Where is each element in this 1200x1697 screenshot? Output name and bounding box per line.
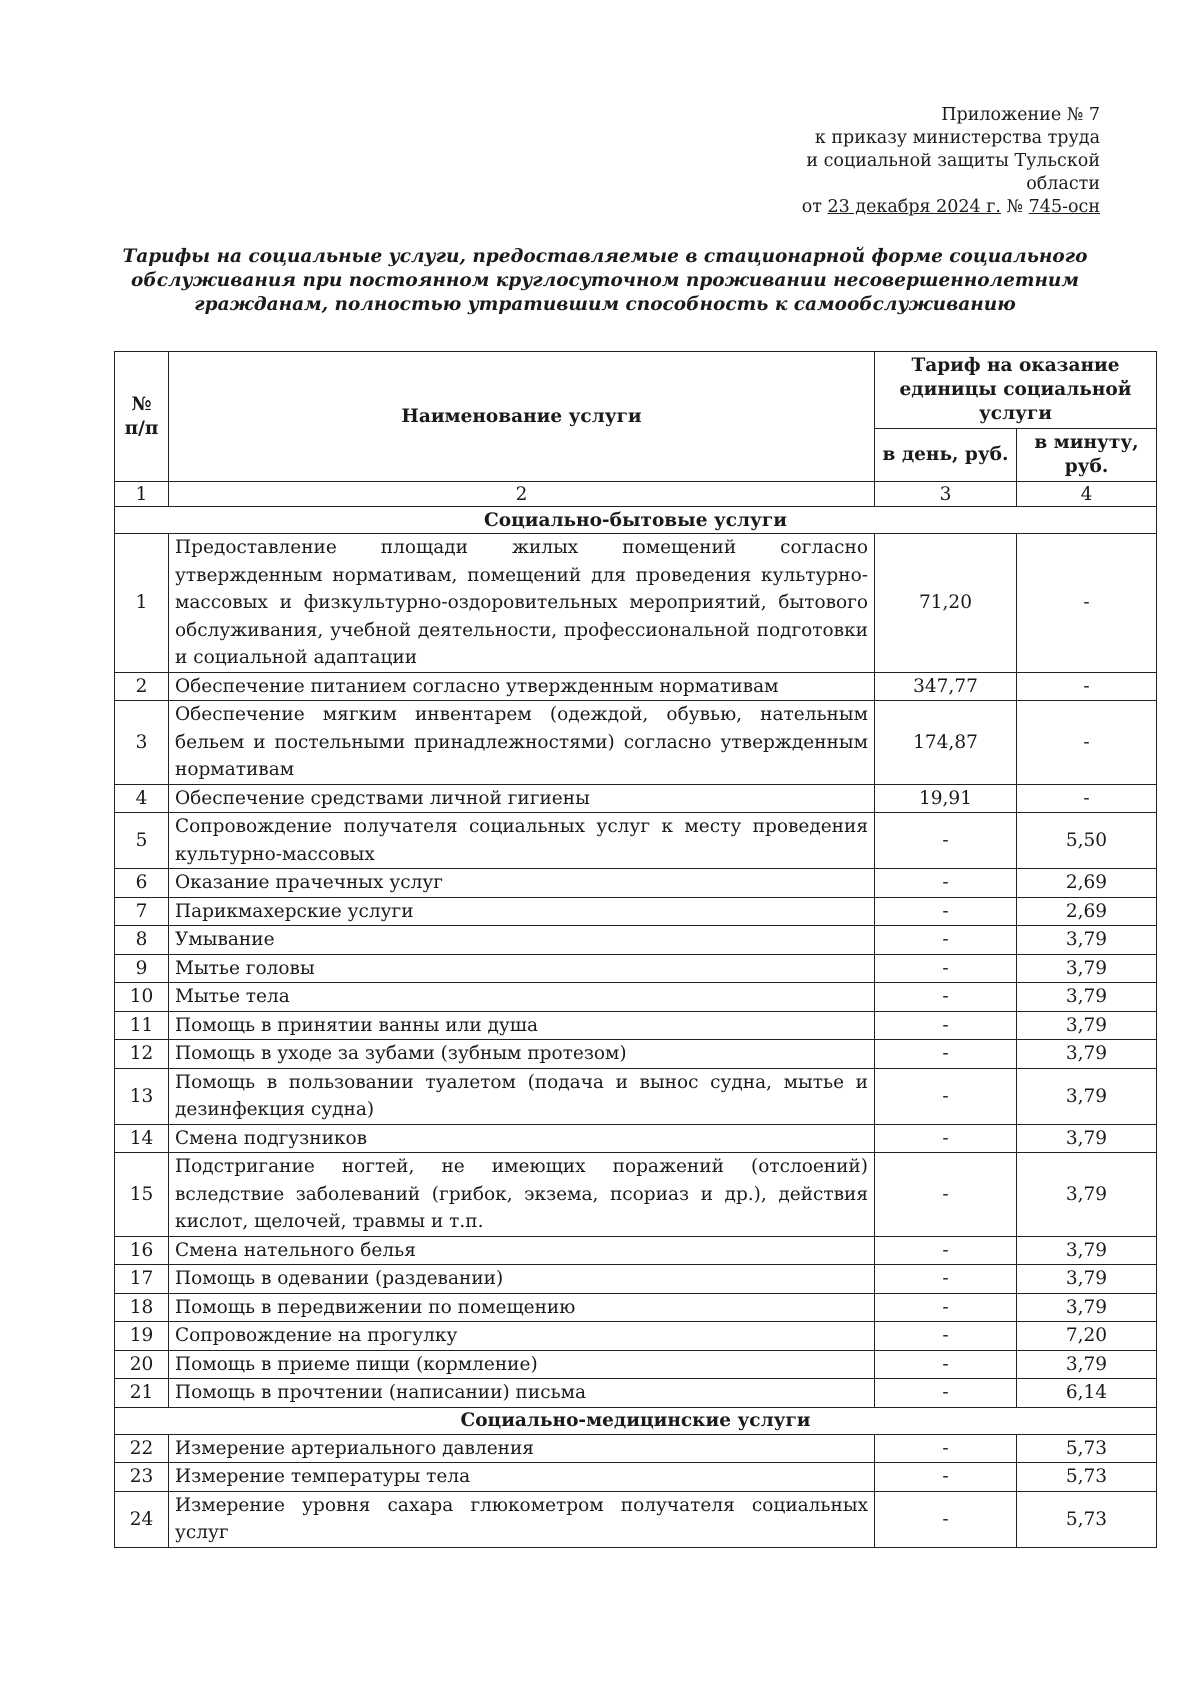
header-per-day: в день, руб. — [875, 429, 1017, 482]
service-name: Помощь в принятии ванны или душа — [169, 1011, 875, 1040]
table-row — [115, 869, 1157, 898]
service-name: Помощь в пользовании туалетом (подача и вынос судна, мытье и дезинфекция судна) — [169, 1068, 875, 1124]
service-name: Предоставление площади жилых помещений согласно утвержденным нормативам, помещений для проведения культурно-массовых и физкультурно-оздоровительных мероприятий, бытового обслуживания, учебной деятельности, профессиональной подготовки и социальной адаптации — [169, 534, 875, 673]
column-number: 4 — [1017, 482, 1157, 507]
service-name: Смена нательного белья — [169, 1236, 875, 1265]
tariff-per-minute: - — [1017, 672, 1157, 701]
table-body — [115, 482, 1157, 1548]
header-per-minute: в минуту, руб. — [1017, 429, 1157, 482]
row-num: 21 — [115, 1379, 169, 1408]
table-row — [115, 1350, 1157, 1379]
approval-line-2: к приказу министерства труда — [814, 128, 1100, 148]
header-name: Наименование услуги — [169, 352, 875, 482]
row-num: 24 — [115, 1491, 169, 1547]
table-row — [115, 1265, 1157, 1294]
order-number: 745-осн — [1028, 197, 1100, 217]
tariff-per-minute: 5,50 — [1017, 813, 1157, 869]
tariff-per-day: - — [875, 954, 1017, 983]
table-row — [115, 954, 1157, 983]
service-name: Помощь в прочтении (написании) письма — [169, 1379, 875, 1408]
approval-line-1: Приложение № 7 — [941, 105, 1100, 125]
table-row — [115, 1011, 1157, 1040]
header-num: № п/п — [115, 352, 169, 482]
tariff-per-day: - — [875, 926, 1017, 955]
tariff-per-day: - — [875, 983, 1017, 1012]
tariff-per-minute: 2,69 — [1017, 869, 1157, 898]
tariff-per-day: - — [875, 813, 1017, 869]
column-number: 2 — [169, 482, 875, 507]
tariff-per-minute: 3,79 — [1017, 1040, 1157, 1069]
tariff-per-day: - — [875, 1040, 1017, 1069]
column-number: 1 — [115, 482, 169, 507]
service-name: Парикмахерские услуги — [169, 897, 875, 926]
table-row — [115, 1491, 1157, 1547]
tariff-per-day: - — [875, 1491, 1017, 1547]
service-name: Помощь в приеме пищи (кормление) — [169, 1350, 875, 1379]
section-title: Социально-бытовые услуги — [115, 507, 1157, 534]
section-row — [115, 507, 1157, 534]
row-num: 11 — [115, 1011, 169, 1040]
service-name: Измерение артериального давления — [169, 1434, 875, 1463]
row-num: 9 — [115, 954, 169, 983]
tariff-per-minute: - — [1017, 534, 1157, 673]
table-row — [115, 1434, 1157, 1463]
table-row — [115, 897, 1157, 926]
tariff-per-minute: 5,73 — [1017, 1491, 1157, 1547]
order-date: 23 декабря 2024 г. — [827, 197, 1001, 217]
tariff-per-day: 347,77 — [875, 672, 1017, 701]
row-num: 16 — [115, 1236, 169, 1265]
service-name: Помощь в передвижении по помещению — [169, 1293, 875, 1322]
table-row — [115, 1124, 1157, 1153]
table-row — [115, 926, 1157, 955]
tariff-per-minute: 2,69 — [1017, 897, 1157, 926]
header-tariff: Тариф на оказание единицы социальной услуги — [875, 352, 1157, 429]
tariff-per-minute: 7,20 — [1017, 1322, 1157, 1351]
row-num: 17 — [115, 1265, 169, 1294]
tariff-per-day: - — [875, 1379, 1017, 1408]
service-name: Оказание прачечных услуг — [169, 869, 875, 898]
tariff-per-day: - — [875, 1068, 1017, 1124]
service-name: Сопровождение получателя социальных услуг к месту проведения культурно-массовых — [169, 813, 875, 869]
service-name: Обеспечение средствами личной гигиены — [169, 784, 875, 813]
row-num: 10 — [115, 983, 169, 1012]
service-name: Смена подгузников — [169, 1124, 875, 1153]
tariff-per-day: 174,87 — [875, 701, 1017, 785]
table-row — [115, 1153, 1157, 1237]
row-num: 7 — [115, 897, 169, 926]
tariff-per-day: - — [875, 1434, 1017, 1463]
tariff-per-day: 71,20 — [875, 534, 1017, 673]
row-num: 12 — [115, 1040, 169, 1069]
table-row — [115, 701, 1157, 785]
tariff-per-minute: 5,73 — [1017, 1463, 1157, 1492]
row-num: 14 — [115, 1124, 169, 1153]
row-num: 2 — [115, 672, 169, 701]
table-row — [115, 1040, 1157, 1069]
service-name: Умывание — [169, 926, 875, 955]
tariff-per-day: - — [875, 1350, 1017, 1379]
tariff-per-day: - — [875, 1293, 1017, 1322]
tariff-per-minute: 3,79 — [1017, 1265, 1157, 1294]
table-row — [115, 1236, 1157, 1265]
tariff-per-day: - — [875, 1124, 1017, 1153]
tariff-per-minute: 3,79 — [1017, 926, 1157, 955]
tariff-per-minute: 3,79 — [1017, 954, 1157, 983]
row-num: 6 — [115, 869, 169, 898]
approval-block — [680, 104, 1100, 219]
row-num: 18 — [115, 1293, 169, 1322]
table-row — [115, 672, 1157, 701]
table-header — [115, 352, 1157, 482]
approval-date-line — [680, 196, 1100, 219]
row-num: 23 — [115, 1463, 169, 1492]
column-number: 3 — [875, 482, 1017, 507]
document-title: Тарифы на социальные услуги, предоставляемые в стационарной форме социального обслуживания при постоянном круглосуточном проживании несовершеннолетним гражданам, полностью утратившим способность к самообслуживанию — [122, 246, 1088, 315]
row-num: 20 — [115, 1350, 169, 1379]
row-num: 5 — [115, 813, 169, 869]
tariff-per-day: - — [875, 1463, 1017, 1492]
tariff-per-minute: 6,14 — [1017, 1379, 1157, 1408]
service-name: Измерение температуры тела — [169, 1463, 875, 1492]
tariff-per-minute: 3,79 — [1017, 1124, 1157, 1153]
service-name: Помощь в одевании (раздевании) — [169, 1265, 875, 1294]
table-row — [115, 1068, 1157, 1124]
tariff-per-minute: 3,79 — [1017, 983, 1157, 1012]
tariff-per-minute: 3,79 — [1017, 1153, 1157, 1237]
table-row — [115, 784, 1157, 813]
table-row — [115, 1463, 1157, 1492]
tariff-per-day: - — [875, 1265, 1017, 1294]
tariff-per-minute: 3,79 — [1017, 1293, 1157, 1322]
row-num: 15 — [115, 1153, 169, 1237]
tariff-per-day: 19,91 — [875, 784, 1017, 813]
tariff-per-minute: 3,79 — [1017, 1350, 1157, 1379]
tariff-per-minute: - — [1017, 701, 1157, 785]
tariff-per-day: - — [875, 897, 1017, 926]
table-row — [115, 1379, 1157, 1408]
service-name: Подстригание ногтей, не имеющих поражений (отслоений) вследствие заболеваний (грибок, экзема, псориаз и др.), действия кислот, щелочей, травмы и т.п. — [169, 1153, 875, 1237]
tariff-per-minute: - — [1017, 784, 1157, 813]
table-row — [115, 1322, 1157, 1351]
number-prefix: № — [1000, 197, 1029, 217]
service-name: Мытье тела — [169, 983, 875, 1012]
tariff-per-minute: 5,73 — [1017, 1434, 1157, 1463]
table-row — [115, 813, 1157, 869]
table-row — [115, 1293, 1157, 1322]
row-num: 22 — [115, 1434, 169, 1463]
approval-line-3: и социальной защиты Тульской — [806, 151, 1100, 171]
tariff-per-day: - — [875, 869, 1017, 898]
tariff-per-day: - — [875, 1011, 1017, 1040]
tariff-per-day: - — [875, 1153, 1017, 1237]
service-name: Измерение уровня сахара глюкометром получателя социальных услуг — [169, 1491, 875, 1547]
table-row — [115, 534, 1157, 673]
table-row — [115, 983, 1157, 1012]
date-prefix: от — [801, 197, 828, 217]
section-title: Социально-медицинские услуги — [115, 1407, 1157, 1434]
tariff-table — [114, 351, 1157, 1548]
tariff-per-day: - — [875, 1322, 1017, 1351]
service-name: Сопровождение на прогулку — [169, 1322, 875, 1351]
approval-line-4: области — [1026, 174, 1100, 194]
service-name: Обеспечение питанием согласно утвержденным нормативам — [169, 672, 875, 701]
tariff-per-minute: 3,79 — [1017, 1236, 1157, 1265]
row-num: 8 — [115, 926, 169, 955]
row-num: 4 — [115, 784, 169, 813]
tariff-per-minute: 3,79 — [1017, 1011, 1157, 1040]
tariff-per-minute: 3,79 — [1017, 1068, 1157, 1124]
column-number-row — [115, 482, 1157, 507]
service-name: Обеспечение мягким инвентарем (одеждой, обувью, нательным бельем и постельными принадлежностями) согласно утвержденным нормативам — [169, 701, 875, 785]
section-row — [115, 1407, 1157, 1434]
tariff-per-day: - — [875, 1236, 1017, 1265]
row-num: 19 — [115, 1322, 169, 1351]
row-num: 3 — [115, 701, 169, 785]
service-name: Мытье головы — [169, 954, 875, 983]
row-num: 1 — [115, 534, 169, 673]
row-num: 13 — [115, 1068, 169, 1124]
service-name: Помощь в уходе за зубами (зубным протезом) — [169, 1040, 875, 1069]
